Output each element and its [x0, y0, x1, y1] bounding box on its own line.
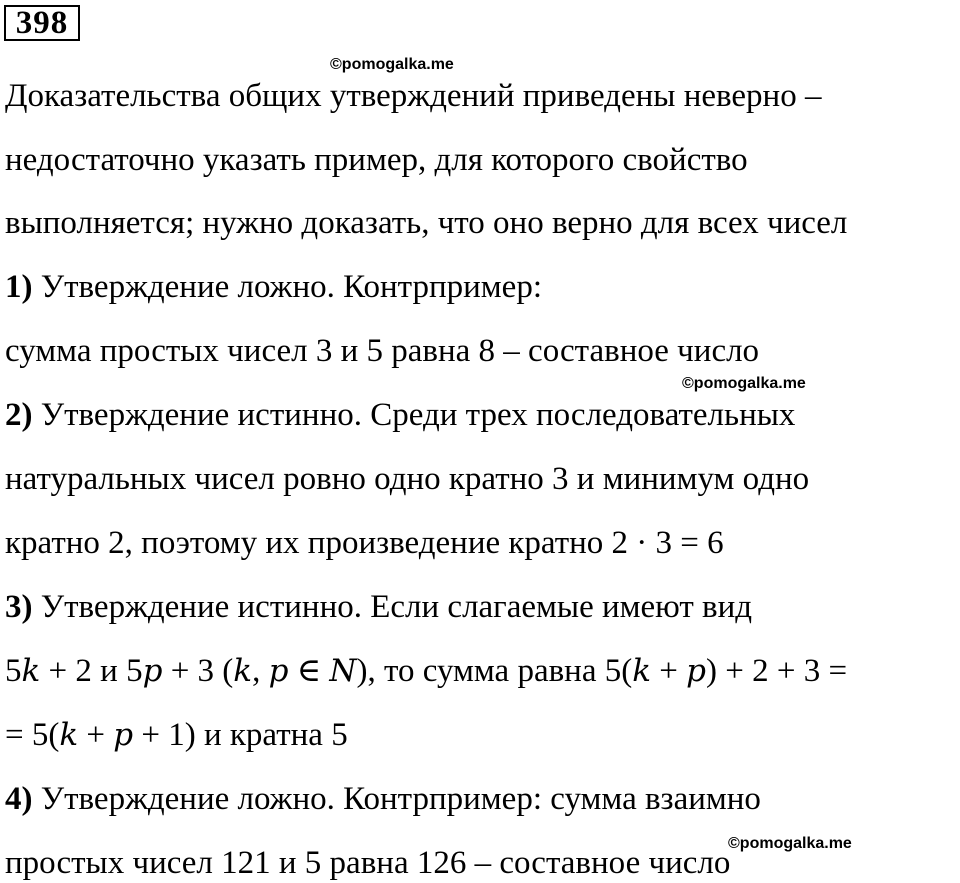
- item-2-line: натуральных чисел ровно одно кратно 3 и минимум одно: [5, 461, 810, 497]
- item-2-text: Утверждение истинно. Среди трех последовательных: [32, 397, 796, 433]
- item-1-line: сумма простых чисел 3 и 5 равна 8 – составное число: [5, 333, 760, 369]
- item-4-text: Утверждение ложно. Контрпример: сумма взаимно: [32, 781, 761, 817]
- item-3-math-line: 5k + 2 и 5p + 3 (k, p ∈ N), то сумма равна 5(k + p) + 2 + 3 =: [5, 653, 848, 689]
- watermark: ©pomogalka.me: [330, 56, 454, 73]
- item-2-label: 2): [5, 397, 33, 433]
- item-3-line: [5, 587, 752, 627]
- item-1-label: 1): [5, 269, 33, 305]
- item-1-line: [5, 267, 542, 307]
- intro-line: недостаточно указать пример, для которого свойство: [5, 142, 748, 178]
- task-number: 398: [4, 5, 80, 41]
- item-4-line: простых чисел 121 и 5 равна 126 – составное число: [5, 845, 731, 881]
- item-2-line: кратно 2, поэтому их произведение кратно 2 · 3 = 6: [5, 525, 724, 561]
- watermark: ©pomogalka.me: [728, 835, 852, 852]
- item-2-line: [5, 395, 795, 435]
- item-4-line: [5, 779, 761, 819]
- item-3-text: Утверждение истинно. Если слагаемые имеют вид: [32, 589, 753, 625]
- item-1-text: Утверждение ложно. Контрпример:: [32, 269, 543, 305]
- item-3-math-line: = 5(k + p + 1) и кратна 5: [5, 717, 348, 753]
- item-3-label: 3): [5, 589, 33, 625]
- intro-line: выполняется; нужно доказать, что оно верно для всех чисел: [5, 205, 848, 241]
- item-4-label: 4): [5, 781, 33, 817]
- intro-line: Доказательства общих утверждений приведены неверно –: [5, 78, 822, 114]
- watermark: ©pomogalka.me: [682, 375, 806, 392]
